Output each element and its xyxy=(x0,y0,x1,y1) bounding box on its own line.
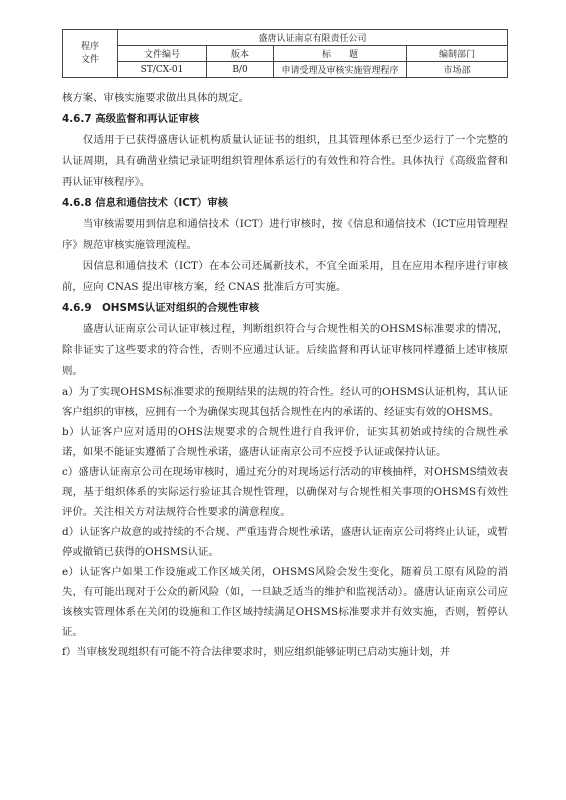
list-item-b: b）认证客户应对适用的OHS法规要求的合规性进行自我评价，证实其初始或持续的合规性承诺，如果不能证实遵循了合规性承诺，盛唐认证南京公司不应授予认证或保持认证。 xyxy=(62,426,508,458)
section-heading-4-6-8: 4.6.8 信息和通信技术（ICT）审核 xyxy=(62,197,229,209)
list-item-c: c）盛唐认证南京公司在现场审核时，通过充分的对现场运行活动的审核抽样，对OHSMS绩效表现，基于组织体系的实际运行验证其合规性管理，以确保对与合规性相关事项的OHSMS有效性评价。关注相关方对法规符合性要求的满意程度。 xyxy=(62,466,508,518)
department-value: 市场部 xyxy=(407,62,508,78)
section-heading-4-6-7: 4.6.7 高级监督和再认证审核 xyxy=(62,113,200,125)
list-item-f: f）当审核发现组织有可能不符合法律要求时，则应组织能够证明已启动实施计划，并 xyxy=(62,646,451,658)
department-label: 编制部门 xyxy=(407,46,508,62)
version-label: 版本 xyxy=(207,46,274,62)
paragraph-continuation: 核方案、审核实施要求做出具体的规定。 xyxy=(62,92,250,104)
doc-number-label: 文件编号 xyxy=(118,46,207,62)
section-heading-4-6-9: 4.6.9 OHSMS认证对组织的合规性审核 xyxy=(62,302,260,314)
list-item-e: e）认证客户如果工作设施或工作区域关闭，OHSMS风险会发生变化，随着员工原有风险的消失，有可能出现对于公众的新风险（如，一旦缺乏适当的维护和监视活动）。盛唐认证南京公司应该核实管理体系在关闭的设施和工作区域持续满足OHSMS标准要求并有效实施，否则，暂停认证。 xyxy=(62,566,508,638)
company-name: 盛唐认证南京有限责任公司 xyxy=(118,30,508,46)
doc-number-value: ST/CX-01 xyxy=(118,62,207,78)
title-label: 标 题 xyxy=(274,46,407,62)
title-value: 申请受理及审核实施管理程序 xyxy=(274,62,407,78)
document-header-table xyxy=(62,29,508,78)
paragraph-4-6-7: 仅适用于已获得盛唐认证机构质量认证证书的组织，且其管理体系已至少运行了一个完整的认证周期，具有确凿业绩记录证明组织管理体系运行的有效性和符合性。具体执行《高级监督和再认证审核程序》。 xyxy=(62,134,508,188)
paragraph-4-6-8-b: 因信息和通信技术（ICT）在本公司还属新技术，不宜全面采用，且在应用本程序进行审核前，应向 CNAS 提出审核方案，经 CNAS 批准后方可实施。 xyxy=(62,260,508,293)
paragraph-4-6-9: 盛唐认证南京公司认证审核过程，判断组织符合与合规性相关的OHSMS标准要求的情况，除非证实了这些要求的符合性，否则不应通过认证。后续监督和再认证审核同样遵循上述审核原则。 xyxy=(62,323,508,377)
list-item-d: d）认证客户故意的或持续的不合规、严重违背合规性承诺，盛唐认证南京公司将终止认证，或暂停或撤销已获得的OHSMS认证。 xyxy=(62,526,508,558)
document-body xyxy=(62,88,508,662)
doc-type-label: 程序 文件 xyxy=(80,41,99,65)
list-item-a: a）为了实现OHSMS标准要求的预期结果的法规的符合性。经认可的OHSMS认证机构，其认证客户组织的审核，应拥有一个为确保实现其包括合规性在内的承诺的、经证实有效的OHSMS。 xyxy=(62,386,508,418)
doc-type-cell xyxy=(63,30,118,78)
paragraph-4-6-8-a: 当审核需要用到信息和通信技术（ICT）进行审核时，按《信息和通信技术（ICT应用管理程序》规范审核实施管理流程。 xyxy=(62,218,508,251)
version-value: B/0 xyxy=(207,62,274,78)
